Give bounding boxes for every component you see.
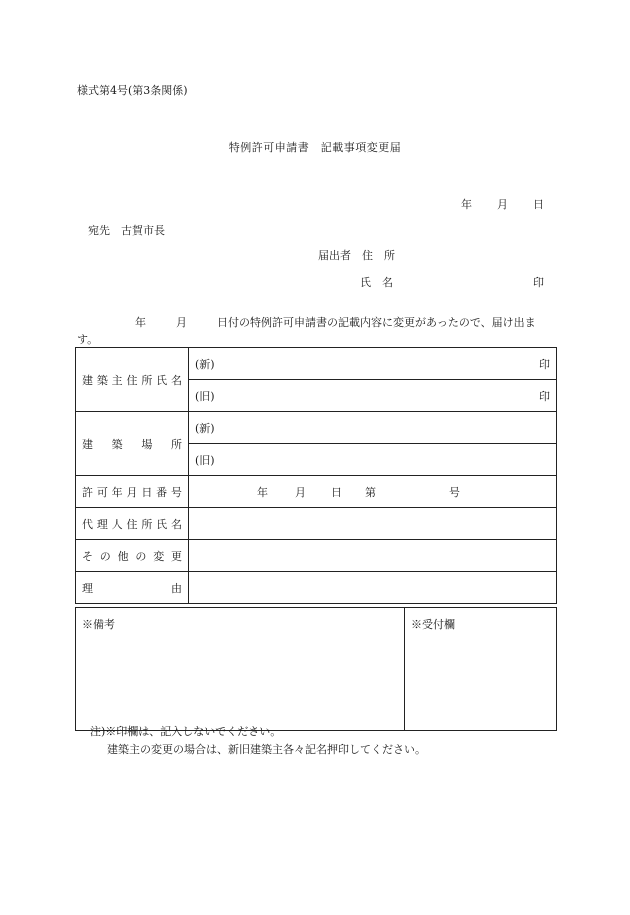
form-number: 様式第4号(第3条関係) bbox=[77, 84, 188, 97]
note-line-1: 注)※印欄は、記入しないでください。 bbox=[90, 725, 282, 738]
site-new-cell[interactable] bbox=[189, 412, 557, 444]
applicant-name-label: 氏 名 bbox=[360, 276, 393, 289]
other-row bbox=[76, 540, 557, 572]
permit-year: 年 bbox=[257, 485, 268, 499]
reason-value-cell[interactable] bbox=[189, 572, 557, 604]
change-details-table bbox=[75, 347, 557, 604]
permit-day: 日 bbox=[331, 485, 342, 499]
remarks-table bbox=[75, 607, 557, 731]
remarks-cell[interactable] bbox=[76, 608, 405, 731]
permit-go: 号 bbox=[449, 485, 460, 499]
agent-label-cell bbox=[76, 508, 189, 540]
permit-month: 月 bbox=[295, 485, 306, 499]
builder-new-seal: 印 bbox=[539, 357, 550, 371]
notice-statement bbox=[77, 314, 555, 348]
site-row-new bbox=[76, 412, 557, 444]
applicant-address-label: 届出者 住 所 bbox=[318, 249, 395, 262]
reason-row bbox=[76, 572, 557, 604]
builder-label: 建 築 主 住 所 氏 名 bbox=[82, 373, 182, 387]
permit-label: 許 可 年 月 日 番 号 bbox=[82, 485, 182, 499]
site-old-cell[interactable] bbox=[189, 444, 557, 476]
addressee: 宛先 古賀市長 bbox=[88, 224, 165, 237]
agent-value-cell[interactable] bbox=[189, 508, 557, 540]
site-old-label: (旧) bbox=[195, 453, 215, 467]
remarks-label: ※備考 bbox=[82, 618, 115, 631]
statement-month: 月 bbox=[176, 316, 187, 329]
reason-label-cell bbox=[76, 572, 189, 604]
builder-old-label: (旧) bbox=[195, 389, 215, 403]
permit-value-cell[interactable] bbox=[189, 476, 557, 508]
date-year-label: 年 bbox=[461, 198, 472, 211]
builder-new-label: (新) bbox=[195, 357, 215, 371]
document-title: 特例許可申請書 記載事項変更届 bbox=[228, 141, 402, 154]
agent-label: 代 理 人 住 所 氏 名 bbox=[82, 517, 182, 531]
agent-row bbox=[76, 508, 557, 540]
builder-old-cell[interactable] bbox=[189, 380, 557, 412]
builder-row-new bbox=[76, 348, 557, 380]
builder-new-cell[interactable] bbox=[189, 348, 557, 380]
other-value-cell[interactable] bbox=[189, 540, 557, 572]
other-label-cell bbox=[76, 540, 189, 572]
permit-dai: 第 bbox=[365, 485, 376, 499]
permit-row bbox=[76, 476, 557, 508]
date-month-label: 月 bbox=[497, 198, 508, 211]
reception-cell[interactable] bbox=[405, 608, 557, 731]
reception-label: ※受付欄 bbox=[411, 618, 455, 631]
site-new-label: (新) bbox=[195, 421, 215, 435]
date-day-label: 日 bbox=[533, 198, 544, 211]
note-line-2: 建築主の変更の場合は、新旧建築主各々記名押印してください。 bbox=[107, 743, 426, 756]
site-label-cell bbox=[76, 412, 189, 476]
builder-label-cell bbox=[76, 348, 189, 412]
other-label: そ の 他 の 変 更 bbox=[82, 549, 182, 563]
statement-year: 年 bbox=[135, 316, 146, 329]
applicant-seal-mark: 印 bbox=[533, 276, 544, 289]
permit-label-cell bbox=[76, 476, 189, 508]
reason-label: 理 由 bbox=[82, 581, 182, 595]
statement-text: 日付の特例許可申請書の記載内容に変更があったので、届け出ます。 bbox=[77, 316, 536, 346]
site-label: 建 築 場 所 bbox=[82, 437, 182, 451]
builder-old-seal: 印 bbox=[539, 389, 550, 403]
